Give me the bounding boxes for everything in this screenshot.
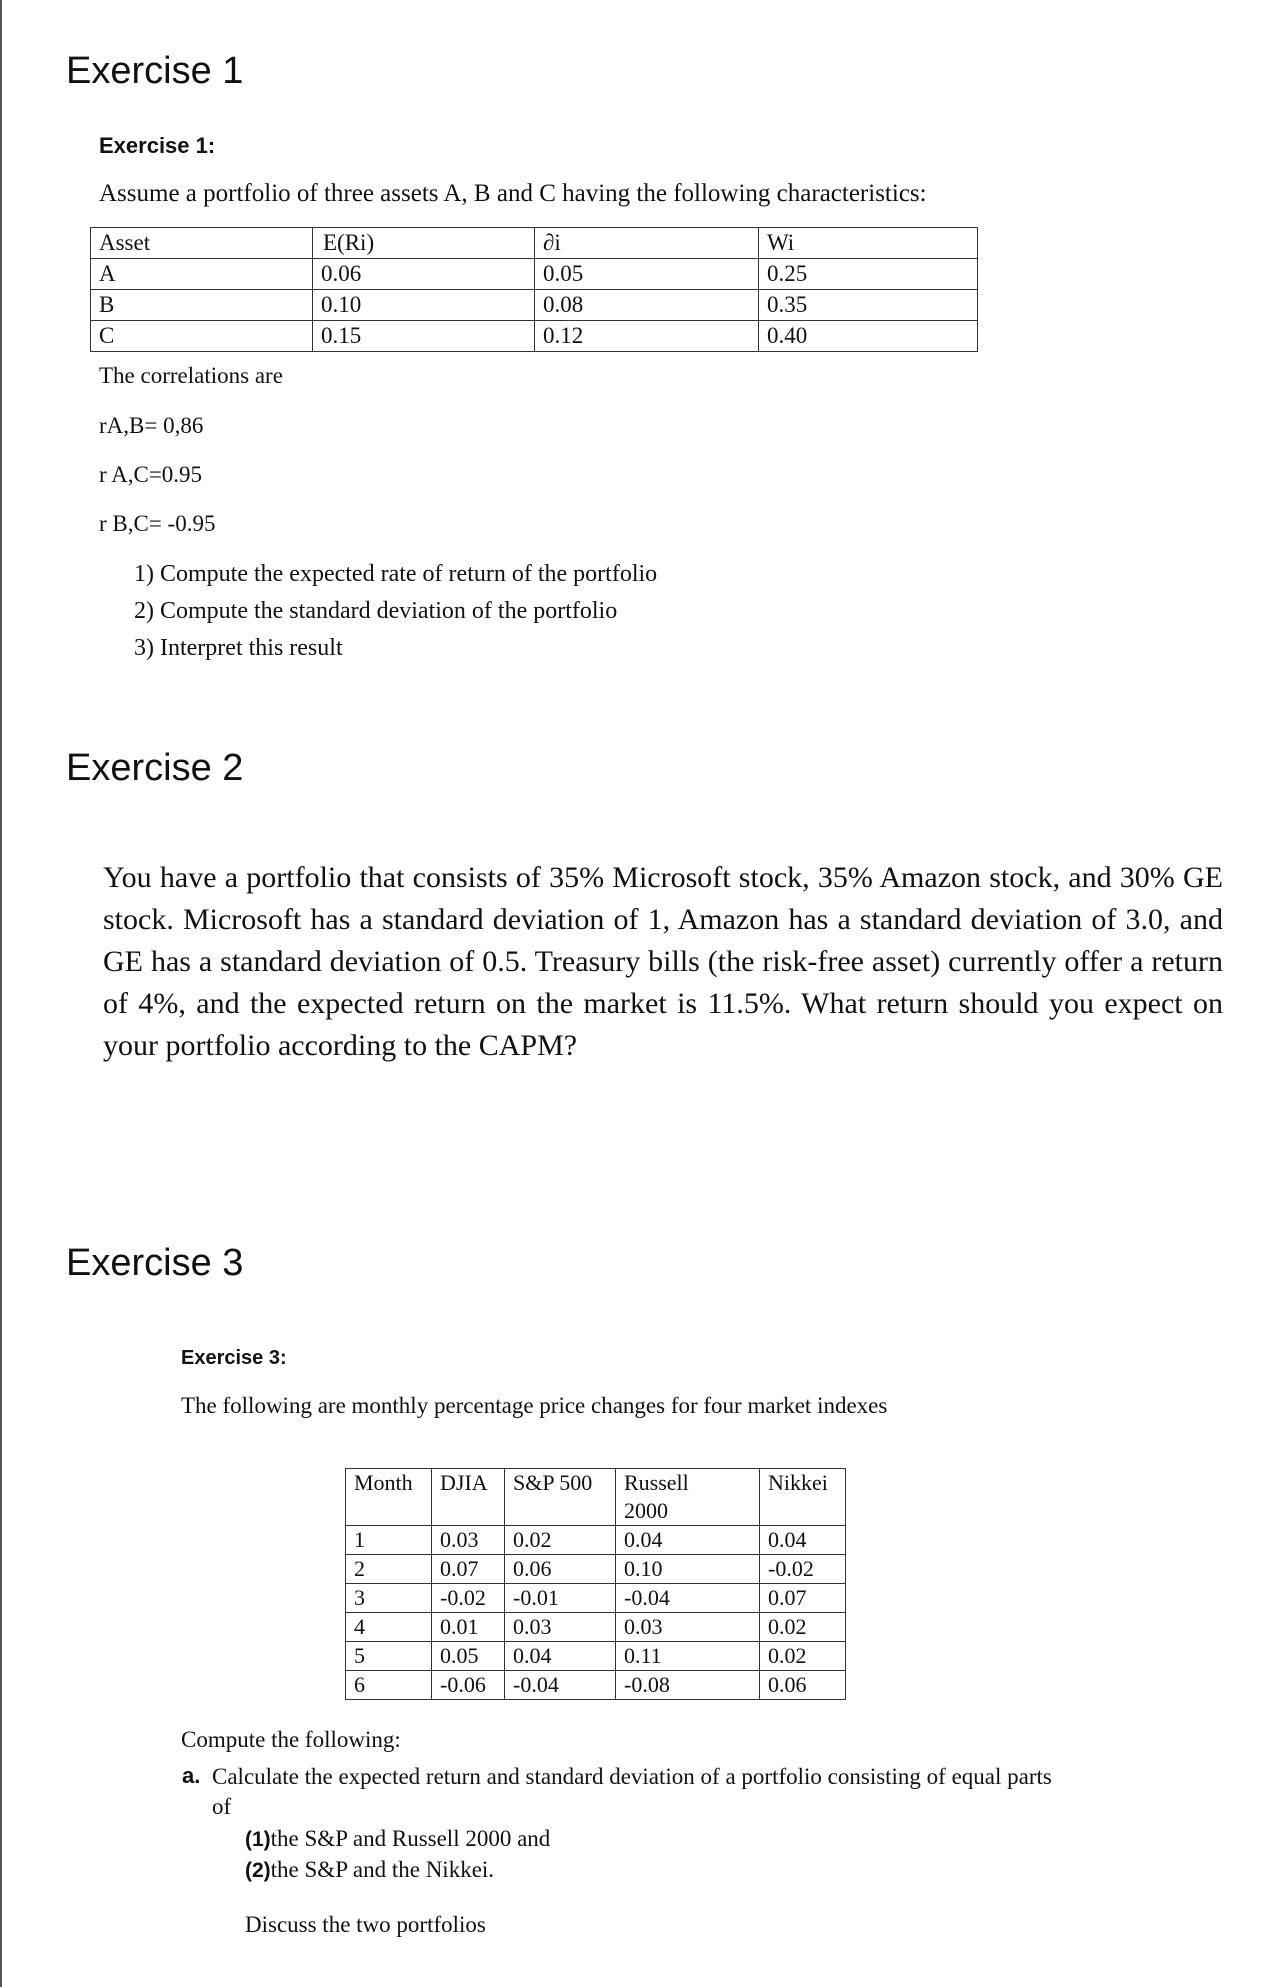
table-row [346, 1671, 846, 1700]
assets-table [90, 227, 978, 352]
table-cell: 3 [346, 1584, 432, 1613]
table-row [346, 1613, 846, 1642]
table-cell: 2 [346, 1555, 432, 1584]
table-cell: 0.04 [505, 1642, 616, 1671]
table-cell: 0.04 [760, 1526, 846, 1555]
table-row [346, 1526, 846, 1555]
table-cell: 0.11 [616, 1642, 760, 1671]
exercise-3-intro: The following are monthly percentage price changes for four market indexes [181, 1393, 888, 1418]
table-cell: B [91, 290, 313, 321]
table-cell: 0.12 [535, 321, 759, 352]
table-cell: 0.06 [313, 259, 535, 290]
part-a-2-marker: (2) [245, 1859, 271, 1882]
correlations-label: The correlations are [99, 363, 283, 388]
table-cell: 0.08 [535, 290, 759, 321]
correlation-ac: r A,C=0.95 [99, 462, 203, 487]
table-header-cell: DJIA [432, 1469, 505, 1526]
question-3: 3) Interpret this result [134, 635, 343, 661]
table-cell: 0.05 [535, 259, 759, 290]
exercise-3-subheading: Exercise 3: [181, 1347, 287, 1369]
exercise-2-heading: Exercise 2 [66, 747, 244, 789]
table-header-cell: Asset [91, 228, 313, 259]
table-header-row [346, 1469, 846, 1526]
table-cell: -0.02 [760, 1555, 846, 1584]
table-cell: 0.06 [505, 1555, 616, 1584]
exercise-2-text: You have a portfolio that consists of 35% Microsoft stock, 35% Amazon stock, and 30% GE stock. Microsoft has a standard deviation of 1, Amazon has a standard deviation of 3.0, and GE has a standard deviation of 0.5. Treasury bills (the risk-free asset) currently offer a return of 4%, and the expected return on the market is 11.5%. What return should you expect on your portfolio according to the CAPM? [103, 861, 1223, 1062]
discuss-text: Discuss the two portfolios [245, 1912, 486, 1937]
table-cell: 1 [346, 1526, 432, 1555]
exercise-1-intro: Assume a portfolio of three assets A, B and C having the following characteristics: [99, 180, 927, 207]
table-cell: -0.02 [432, 1584, 505, 1613]
table-cell: 0.06 [760, 1671, 846, 1700]
table-cell: 0.10 [313, 290, 535, 321]
part-a-1-text: the S&P and Russell 2000 and [270, 1826, 551, 1851]
table-cell: 0.02 [505, 1526, 616, 1555]
table-header-cell: ∂i [535, 228, 759, 259]
table-header-cell: Month [346, 1469, 432, 1526]
table-cell: 0.15 [313, 321, 535, 352]
table-row [346, 1584, 846, 1613]
table-cell: 0.05 [432, 1642, 505, 1671]
table-row [346, 1555, 846, 1584]
table-row [91, 259, 978, 290]
table-cell: 0.40 [759, 321, 978, 352]
part-a-2-line [245, 1857, 494, 1883]
table-cell: -0.04 [616, 1584, 760, 1613]
exercise-3-heading: Exercise 3 [66, 1242, 244, 1284]
correlation-ab: rA,B= 0,86 [99, 413, 204, 438]
compute-label: Compute the following: [181, 1727, 401, 1752]
table-cell: 0.02 [760, 1613, 846, 1642]
table-cell: 0.35 [759, 290, 978, 321]
exercise-1-heading: Exercise 1 [66, 50, 244, 92]
exercise-1-subheading: Exercise 1: [99, 133, 216, 158]
table-cell: 0.03 [432, 1526, 505, 1555]
table-cell: -0.01 [505, 1584, 616, 1613]
table-cell: -0.06 [432, 1671, 505, 1700]
table-row [91, 290, 978, 321]
russell-header-text: Russell 2000 [624, 1470, 689, 1523]
table-cell: A [91, 259, 313, 290]
table-cell: -0.04 [505, 1671, 616, 1700]
part-a-1-line [245, 1826, 550, 1852]
part-a-marker: a. [182, 1763, 201, 1788]
market-indexes-table [345, 1468, 846, 1700]
table-header-cell: S&P 500 [505, 1469, 616, 1526]
table-cell: 0.03 [505, 1613, 616, 1642]
table-header-cell [616, 1469, 760, 1526]
question-2: 2) Compute the standard deviation of the portfolio [134, 598, 618, 624]
table-row [91, 321, 978, 352]
table-cell: 0.10 [616, 1555, 760, 1584]
table-cell: 0.25 [759, 259, 978, 290]
part-a-2-text: the S&P and the Nikkei. [270, 1857, 495, 1882]
table-header-cell: Nikkei [760, 1469, 846, 1526]
table-cell: 0.02 [760, 1642, 846, 1671]
table-cell: 5 [346, 1642, 432, 1671]
table-cell: 0.07 [432, 1555, 505, 1584]
table-header-cell: E(Ri) [313, 228, 535, 259]
table-cell: 6 [346, 1671, 432, 1700]
table-header-cell: Wi [759, 228, 978, 259]
table-row [346, 1642, 846, 1671]
table-cell: 0.03 [616, 1613, 760, 1642]
question-1: 1) Compute the expected rate of return of the portfolio [134, 561, 658, 587]
table-cell: C [91, 321, 313, 352]
table-header-row [91, 228, 978, 259]
table-cell: 4 [346, 1613, 432, 1642]
table-cell: -0.08 [616, 1671, 760, 1700]
correlation-bc: r B,C= -0.95 [99, 511, 216, 536]
table-cell: 0.04 [616, 1526, 760, 1555]
table-cell: 0.01 [432, 1613, 505, 1642]
part-a-text: Calculate the expected return and standard deviation of a portfolio consisting of equal parts of [212, 1764, 1052, 1819]
table-cell: 0.07 [760, 1584, 846, 1613]
part-a-1-marker: (1) [245, 1828, 271, 1851]
